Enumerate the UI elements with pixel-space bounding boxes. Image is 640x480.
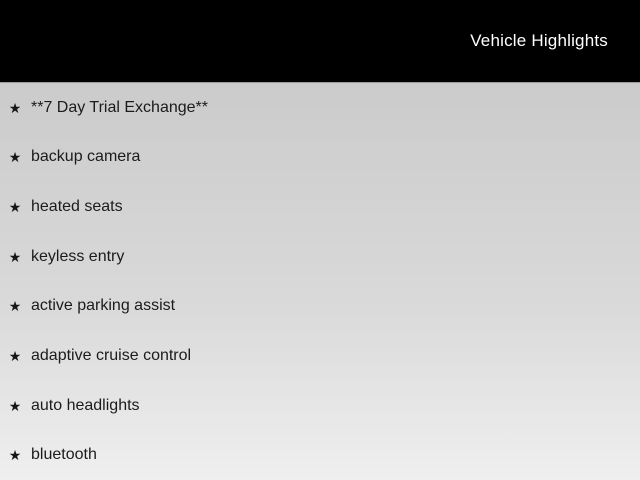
list-item bbox=[0, 83, 640, 133]
list-item-label: auto headlights bbox=[31, 396, 140, 414]
list-item-label: backup camera bbox=[31, 148, 141, 166]
star-icon: ★ bbox=[8, 298, 22, 315]
list-item-label: heated seats bbox=[31, 198, 123, 216]
list-item bbox=[0, 381, 640, 431]
header-bar bbox=[0, 0, 640, 82]
list-item bbox=[0, 282, 640, 332]
list-item bbox=[0, 182, 640, 232]
star-icon: ★ bbox=[8, 347, 22, 364]
list-item-label: adaptive cruise control bbox=[31, 346, 192, 364]
star-icon: ★ bbox=[8, 397, 22, 414]
list-item-label: **7 Day Trial Exchange** bbox=[31, 98, 208, 116]
star-icon: ★ bbox=[8, 199, 22, 216]
star-icon: ★ bbox=[8, 248, 22, 265]
list-item-label: bluetooth bbox=[31, 446, 97, 464]
list-item bbox=[0, 430, 640, 480]
list-item-label: active parking assist bbox=[31, 297, 176, 315]
list-item bbox=[0, 331, 640, 381]
page-title: Vehicle Highlights bbox=[470, 31, 608, 50]
list-item-label: keyless entry bbox=[31, 247, 125, 265]
star-icon: ★ bbox=[8, 447, 22, 464]
star-icon: ★ bbox=[8, 99, 22, 116]
list-item bbox=[0, 232, 640, 282]
highlights-list bbox=[0, 83, 640, 480]
star-icon: ★ bbox=[8, 149, 22, 166]
list-item bbox=[0, 133, 640, 183]
